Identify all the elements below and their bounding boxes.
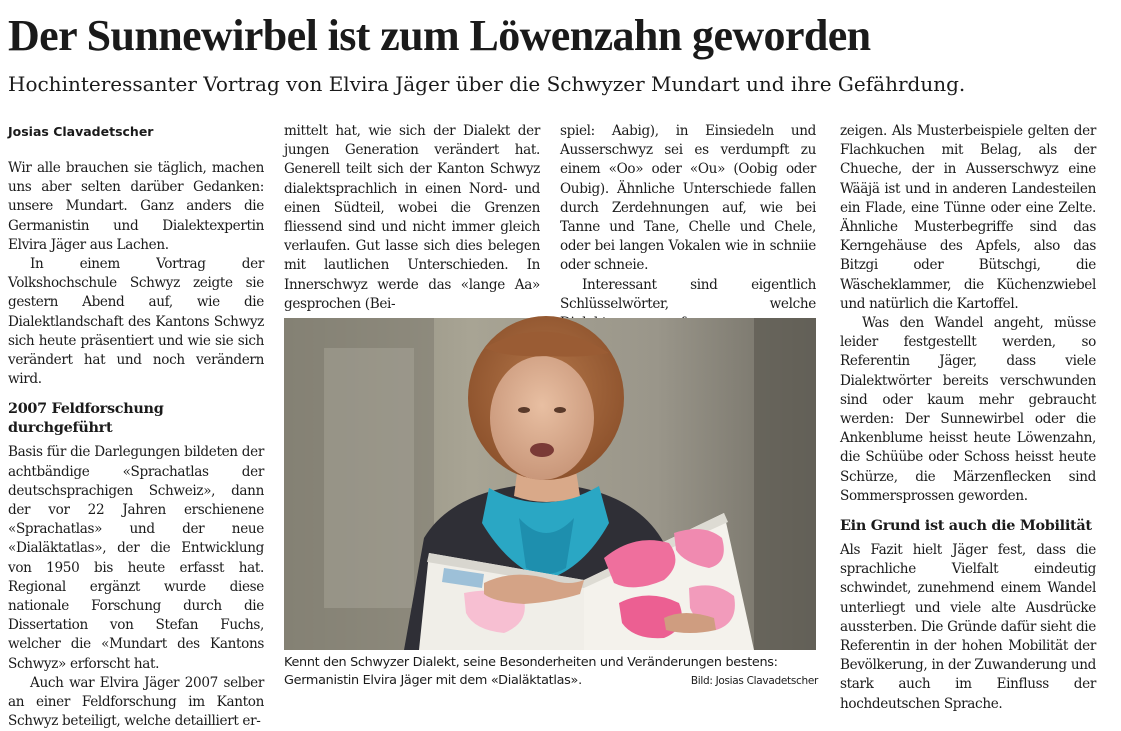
article-column-3 [560,122,816,333]
paragraph: spiel: Aabig), in Einsiedeln und Ausserschwyz sei es verdumpft zu einem «Oo» oder «Ou» (Oobig oder Oubig). Ähnliche Unterschiede fallen durch Zerdehnungen auf, wie bei Tanne und Tane, Chelle und Chele, oder bei langen Vokalen wie in schniie oder schneie. [560,123,816,274]
photo-speaker-with-atlas [284,318,816,650]
paragraph: Auch war Elvira Jäger 2007 selber an einer Feldforschung im Kanton Schwyz beteiligt, welche detailliert er- [8,674,264,730]
article-column-4 [840,122,1096,714]
paragraph: In einem Vortrag der Volkshochschule Schwyz zeigte sie gestern Abend auf, wie die Dialektlandschaft des Kantons Schwyz sich heute präsentiert und wie sie sich verändert hat und noch verändern wird. [8,256,264,388]
article-photo [284,318,816,650]
paragraph: Was den Wandel angeht, müsse leider festgestellt werden, so Referentin Jäger, dass viele Dialektwörter bereits verschwunden sind oder kaum mehr gebraucht werden: Der Sunnewirbel oder die Ankenblume heisst heute Löwenzahn, die Schüübe oder Schoss heisst heute Schürze, die Märzenflecken sind Sommersprossen geworden. [840,315,1096,504]
paragraph: Wir alle brauchen sie täglich, machen uns aber selten darüber Gedanken: unsere Mundart. Ganz anders die Germanistin und Dialektexpertin Elvira Jäger aus Lachen. [8,160,264,253]
section-subheading: 2007 Feldforschung durchgeführt [8,400,164,437]
article-column-1 [8,122,264,731]
paragraph: Basis für die Darlegungen bildeten der achtbändige «Sprachatlas der deutschsprachigen Schweiz», dann der vor 22 Jahren erschienene «Sprachatlas» und der neue «Dialäktatlas», der die Entwicklung von 1950 bis heute erfasst hat. Regional ergänzt wurde diese nationale Forschung durch die Dissertation von Stefan Fuchs, welcher die «Mundart des Kantons Schwyz» erforscht hat. [8,444,264,672]
caption-line-1: Kennt den Schwyzer Dialekt, seine Besonderheiten und Veränderungen bestens: [284,655,778,670]
author-byline: Josias Clavadetscher [8,124,154,139]
paragraph: zeigen. Als Musterbeispiele gelten der Flachkuchen mit Belag, als der Chueche, der in Ausserschwyz eine Wääjä ist und in anderen Landesteilen ein Flade, eine Tünne oder eine Zelte. Ähnliche Musterbegriffe sind das Kerngehäuse des Apfels, also das Bitzgi oder Bütschgi, die Wäscheklammer, die Küchenzwiebel und natürlich die Kartoffel. [840,123,1096,312]
photo-credit: Bild: Josias Clavadetscher [690,675,818,687]
paragraph: Interessant sind eigentlich Schlüsselwörter, welche [560,276,816,312]
photo-caption [284,654,818,690]
headline: Der Sunnewirbel ist zum Löwenzahn geworden [8,11,871,60]
section-subheading: Ein Grund ist auch die Mobilität [840,517,1092,535]
caption-line-2: Germanistin Elvira Jäger mit dem «Dialäktatlas». [284,673,582,688]
article-column-2 [284,122,540,314]
paragraph: Als Fazit hielt Jäger fest, dass die sprachliche Vielfalt eindeutig schwindet, zunehmend einem Wandel unterliegt und viele alte Ausdrücke aussterben. Die Gründe dafür sieht die Referentin in der hohen Mobilität der Bevölkerung, in der Zuwanderung und stark auch im Einfluss der hochdeutschen Sprache. [840,542,1096,712]
paragraph: mittelt hat, wie sich der Dialekt der jungen Generation verändert hat. Generell teilt sich der Kanton Schwyz dialektsprachlich in einen Nord- und einen Südteil, wobei die Grenzen fliessend sind und nicht immer gleich verlaufen. Gut lasse sich dies belegen mit lautlichen Unterschieden. In Innerschwyz werde das «lange Aa» gesprochen (Bei- [284,123,540,312]
subheadline: Hochinteressanter Vortrag von Elvira Jäger über die Schwyzer Mundart und ihre Gefährdung. [8,72,966,96]
